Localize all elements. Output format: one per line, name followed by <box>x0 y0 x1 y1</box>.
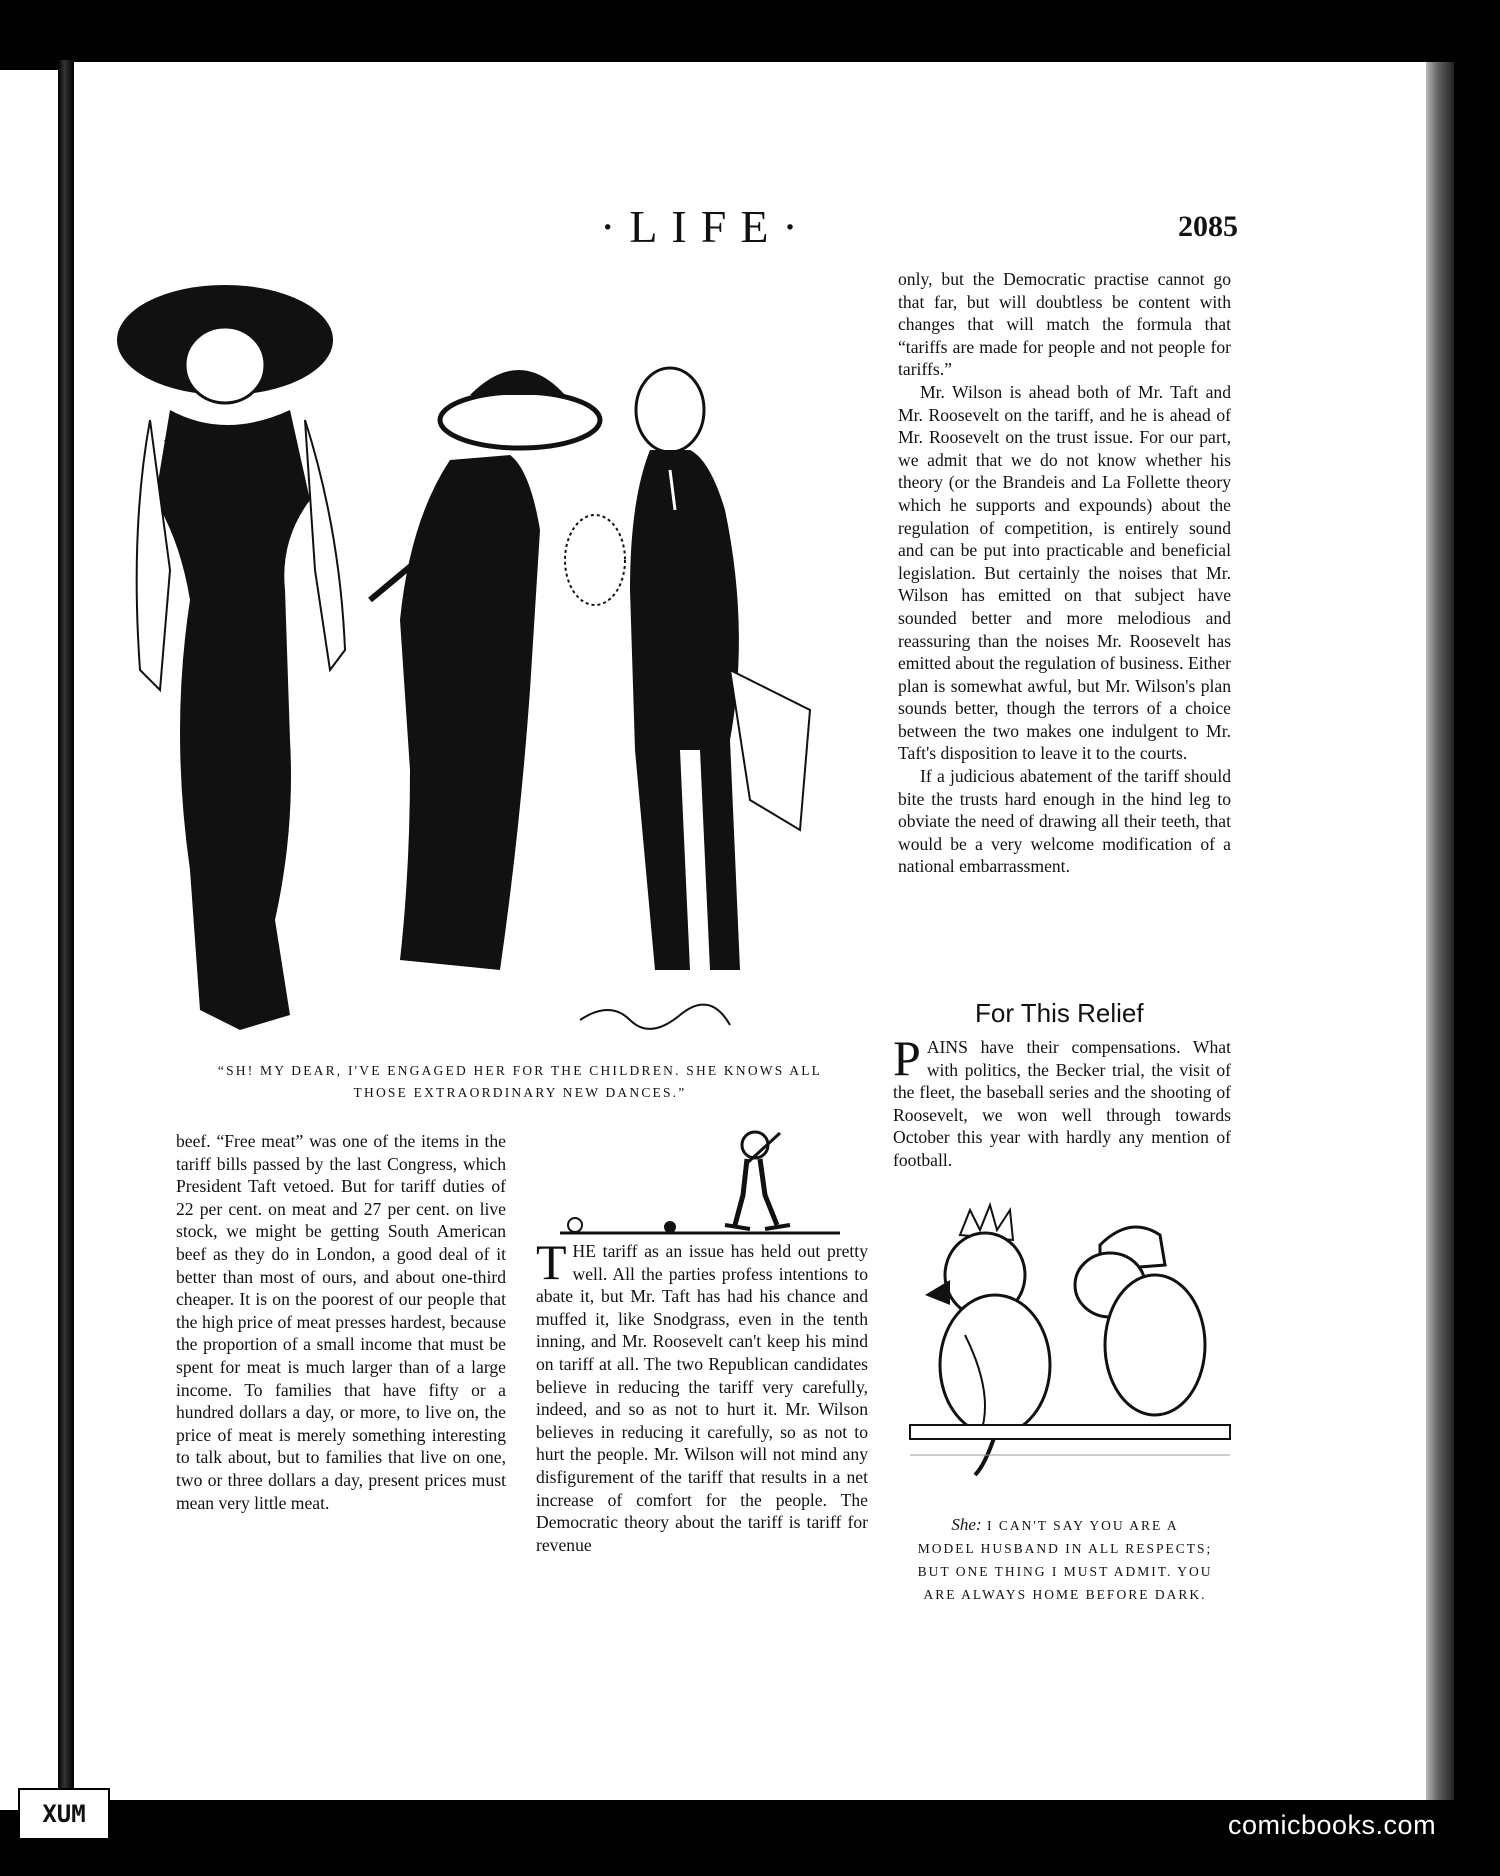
drop-cap: T <box>536 1234 567 1290</box>
birds-caption-line: BUT ONE THING I MUST ADMIT. YOU <box>917 1564 1213 1579</box>
caption-speaker: She: <box>951 1515 982 1534</box>
cartoon-caption <box>190 1060 850 1104</box>
cartoon-caption-line: “SH! MY DEAR, I'VE ENGAGED HER FOR THE CHILDREN. SHE KNOWS ALL <box>217 1063 823 1078</box>
birds-caption-line: MODEL HUSBAND IN ALL RESPECTS; <box>917 1541 1213 1556</box>
page-number: 2085 <box>1178 210 1238 243</box>
article-column-1 <box>176 1130 506 1514</box>
binding-gutter <box>58 60 74 1800</box>
birds-caption <box>905 1513 1225 1606</box>
cartoon-illustration-dancers <box>110 270 890 1050</box>
left-page-edge <box>0 70 58 1810</box>
golfer-vignette <box>555 1125 840 1235</box>
column-paragraph: HE tariff as an issue has held out pretty well. All the parties profess intentions to abate it, but Mr. Taft has had his chance and muffed it, like Snodgrass, even in the tenth inning, and Mr. Roosevelt can't keep his mind on tariff at all. The two Republican candidates believe in reducing the tariff very carefully, indeed, and so as not to hurt it. Mr. Wilson believes in reducing it carefully, so as not to hurt the people. Mr. Wilson will not mind any disfigurement of the tariff that results in a net increase of comfort for the people. The Democratic theory about the tariff is tariff for revenue <box>536 1241 868 1555</box>
masthead: ·LIFE· <box>600 201 812 252</box>
right-page-edge <box>1426 62 1454 1800</box>
article-column-2 <box>536 1234 868 1556</box>
birds-caption-line: I CAN'T SAY YOU ARE A <box>987 1518 1179 1533</box>
birds-caption-line: ARE ALWAYS HOME BEFORE DARK. <box>923 1587 1207 1602</box>
cartoon-caption-line: THOSE EXTRAORDINARY NEW DANCES.” <box>353 1085 687 1100</box>
column-paragraph: only, but the Democratic practise cannot go that far, but will doubtless be content with changes that will match the formula that “tariffs are made for people and not people for tariffs.” <box>898 269 1231 380</box>
birds-cartoon <box>905 1195 1235 1495</box>
watermark: comicbooks.com <box>1228 1810 1437 1840</box>
corner-badge: XUM <box>18 1788 110 1840</box>
drop-cap: P <box>893 1030 921 1086</box>
column-paragraph: beef. “Free meat” was one of the items in the tariff bills passed by the last Congress, which President Taft vetoed. But for tariff duties of 22 per cent. on meat and 27 per cent. on live stock, we might be getting South American beef as they do in London, a good deal of it better than most of ours, and about one-third cheaper. It is on the poorest of our people that the high price of meat presses hardest, because the proportion of a small income that must be spent for meat is much larger than of a large income. To families that have fifty or a hundred dollars a day, or more, to live on, the price of meat is merely something interesting to talk about, but to families that live on one, two or three dollars a day, present prices must mean very little meat. <box>176 1131 506 1513</box>
column-paragraph: If a judicious abatement of the tariff should bite the trusts hard enough in the hind leg to obviate the need of drawing all their teeth, that would be a very welcome modification of a national embarrassment. <box>898 766 1231 877</box>
relief-article <box>893 1030 1231 1172</box>
article-column-3 <box>898 268 1231 878</box>
column-paragraph: AINS have their compensations. What with politics, the Becker trial, the visit of the fleet, the baseball series and the shooting of Roosevelt, we won well through towards October this year with hardly any mention of football. <box>893 1037 1231 1170</box>
section-heading: For This Relief <box>975 998 1144 1028</box>
column-paragraph: Mr. Wilson is ahead both of Mr. Taft and Mr. Roosevelt on the tariff, and he is ahead of Mr. Roosevelt on the trust issue. For our part, we admit that we do not know whether his theory (or the Brandeis and La Follette theory which he supports and expounds) about the regulation of competition, is entirely sound and can be put into practicable and beneficial legislation. But certainly the noises that Mr. Wilson has emitted on that subject have sounded better and more melodious and reassuring than the noises Mr. Roosevelt has emitted about the regulation of business. Either plan is somewhat awful, but Mr. Wilson's plan sounds better, though the terrors of a choice between the two makes one indulgent to Mr. Taft's disposition to leave it to the courts. <box>898 381 1231 764</box>
